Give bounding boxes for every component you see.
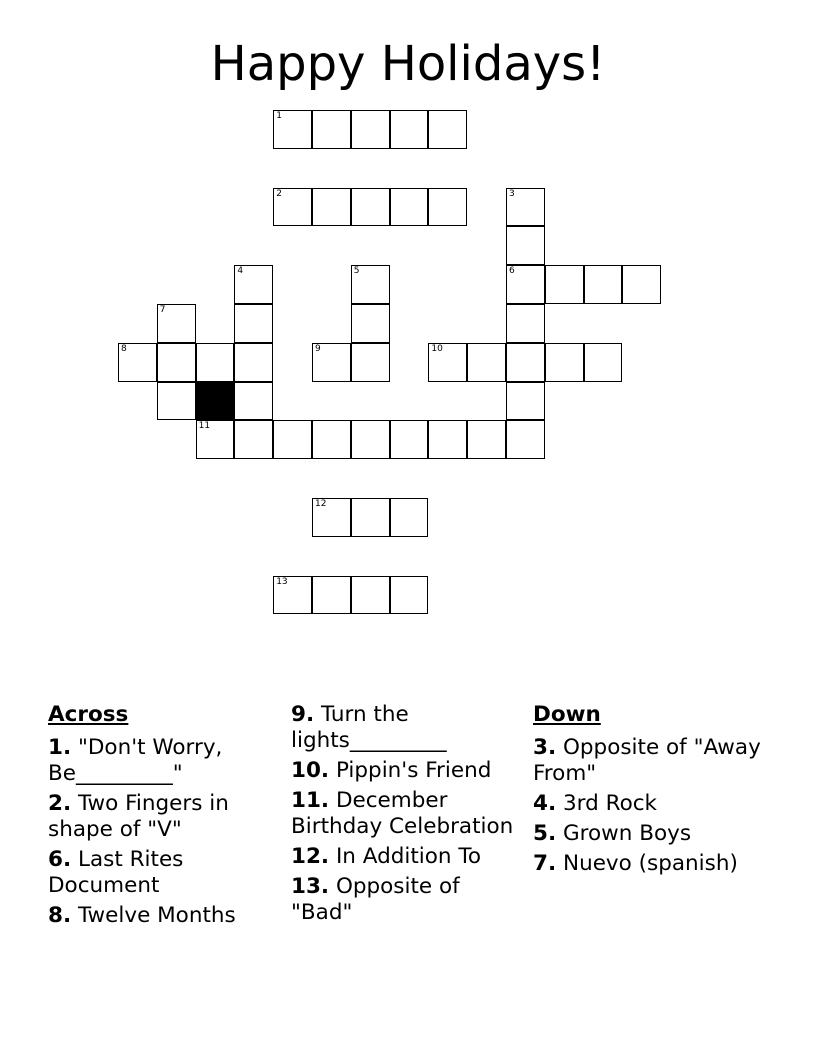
across-heading: Across <box>48 702 129 727</box>
grid-cell[interactable] <box>584 265 623 304</box>
grid-cell[interactable] <box>312 420 351 459</box>
grid-cell[interactable] <box>390 576 429 615</box>
grid-cell[interactable] <box>273 110 312 149</box>
grid-cell[interactable] <box>351 498 390 537</box>
clue-number: 3 <box>509 188 515 199</box>
clue-item-number: 8. <box>48 903 72 928</box>
clue-item-text: "Don't Worry, Be_________" <box>48 735 223 786</box>
clue-item <box>291 758 521 784</box>
grid-cell[interactable] <box>506 304 545 343</box>
clue-item-number: 3. <box>533 735 557 760</box>
clue-item-text: In Addition To <box>335 844 481 869</box>
grid-cell[interactable] <box>467 343 506 382</box>
clue-item <box>533 851 763 877</box>
clue-item-number: 5. <box>533 821 557 846</box>
clue-item-text: December Birthday Celebration <box>291 788 514 839</box>
clue-number: 12 <box>315 499 327 509</box>
clue-item <box>291 844 521 870</box>
clue-item-number: 9. <box>291 702 315 727</box>
clue-item-number: 4. <box>533 791 557 816</box>
clue-number: 8 <box>121 343 127 354</box>
clue-item <box>533 735 763 787</box>
grid-cell[interactable] <box>390 110 429 149</box>
grid-cell[interactable] <box>157 382 196 421</box>
clue-item <box>291 702 521 754</box>
clue-item-number: 13. <box>291 874 330 899</box>
grid-cell[interactable] <box>312 188 351 227</box>
grid-cell[interactable] <box>312 498 351 537</box>
clue-item <box>291 874 521 926</box>
grid-cell[interactable] <box>351 188 390 227</box>
clue-number: 5 <box>353 266 360 277</box>
grid-cell[interactable] <box>506 382 545 421</box>
down-clues-column <box>533 702 763 881</box>
page-title: Happy Holidays! <box>210 36 606 92</box>
clue-number: 7 <box>159 305 166 315</box>
grid-cell[interactable] <box>428 188 467 227</box>
clue-item <box>533 821 763 847</box>
grid-block-cell <box>196 382 235 421</box>
clue-item-number: 1. <box>48 735 72 760</box>
clue-item-text: Grown Boys <box>562 821 692 846</box>
grid-cell[interactable] <box>390 420 429 459</box>
grid-cell[interactable] <box>118 343 157 382</box>
grid-cell[interactable] <box>273 188 312 227</box>
clue-item-text: Nuevo (spanish) <box>562 851 738 876</box>
grid-cell[interactable] <box>157 304 196 343</box>
grid-cell[interactable] <box>351 265 390 304</box>
grid-cell[interactable] <box>312 576 351 615</box>
grid-cell[interactable] <box>312 110 351 149</box>
grid-cell[interactable] <box>506 265 545 304</box>
grid-cell[interactable] <box>234 304 273 343</box>
grid-cell[interactable] <box>234 382 273 421</box>
grid-cell[interactable] <box>196 420 235 459</box>
clue-item-text: Opposite of "Away From" <box>533 735 761 786</box>
clue-item-number: 7. <box>533 851 557 876</box>
clue-number: 13 <box>276 576 288 587</box>
clue-item-number: 12. <box>291 844 330 869</box>
clue-number: 11 <box>198 421 211 432</box>
grid-cell[interactable] <box>390 188 429 227</box>
grid-cell[interactable] <box>312 343 351 382</box>
grid-cell[interactable] <box>157 343 196 382</box>
grid-cell[interactable] <box>351 304 390 343</box>
clue-item-text: Twelve Months <box>77 903 236 928</box>
grid-cell[interactable] <box>273 576 312 615</box>
grid-cell[interactable] <box>351 576 390 615</box>
clue-item-number: 11. <box>291 788 330 813</box>
clue-number: 6 <box>509 266 515 277</box>
grid-cell[interactable] <box>351 110 390 149</box>
grid-cell[interactable] <box>196 343 235 382</box>
clue-number: 4 <box>237 266 244 277</box>
grid-cell[interactable] <box>428 420 467 459</box>
clue-item-number: 2. <box>48 791 72 816</box>
clue-item-text: 3rd Rock <box>562 791 658 816</box>
across-clues-column-continued <box>291 702 521 930</box>
grid-cell[interactable] <box>390 498 429 537</box>
clue-item-text: Two Fingers in shape of "V" <box>48 791 229 842</box>
grid-cell[interactable] <box>545 265 584 304</box>
clue-item <box>48 847 288 899</box>
grid-cell[interactable] <box>234 265 273 304</box>
grid-cell[interactable] <box>545 343 584 382</box>
grid-cell[interactable] <box>428 110 467 149</box>
clue-number: 2 <box>276 188 282 199</box>
grid-cell[interactable] <box>273 420 312 459</box>
grid-cell[interactable] <box>506 343 545 382</box>
grid-cell[interactable] <box>506 420 545 459</box>
clue-item-text: Last Rites Document <box>48 847 184 898</box>
clue-item <box>48 735 288 787</box>
across-clues-column <box>48 702 288 933</box>
clue-item-text: Opposite of "Bad" <box>291 874 460 925</box>
grid-cell[interactable] <box>467 420 506 459</box>
grid-cell[interactable] <box>351 343 390 382</box>
clue-item-number: 6. <box>48 847 72 872</box>
clue-item <box>533 791 763 817</box>
clue-number: 9 <box>315 343 321 354</box>
grid-cell[interactable] <box>428 343 467 382</box>
grid-cell[interactable] <box>351 420 390 459</box>
grid-cell[interactable] <box>506 226 545 265</box>
grid-cell[interactable] <box>584 343 623 382</box>
clue-number: 1 <box>276 111 282 121</box>
clue-item-number: 10. <box>291 758 330 783</box>
grid-cell[interactable] <box>234 343 273 382</box>
clue-item <box>48 903 288 929</box>
down-heading: Down <box>533 702 601 727</box>
clue-item <box>48 791 288 843</box>
grid-cell[interactable] <box>234 420 273 459</box>
clue-item-text: Pippin's Friend <box>335 758 492 783</box>
clue-item-text: Turn the lights_________ <box>291 702 447 753</box>
clue-number: 10 <box>431 343 443 354</box>
clue-item <box>291 788 521 840</box>
grid-cell[interactable] <box>622 265 661 304</box>
grid-cell[interactable] <box>506 188 545 227</box>
